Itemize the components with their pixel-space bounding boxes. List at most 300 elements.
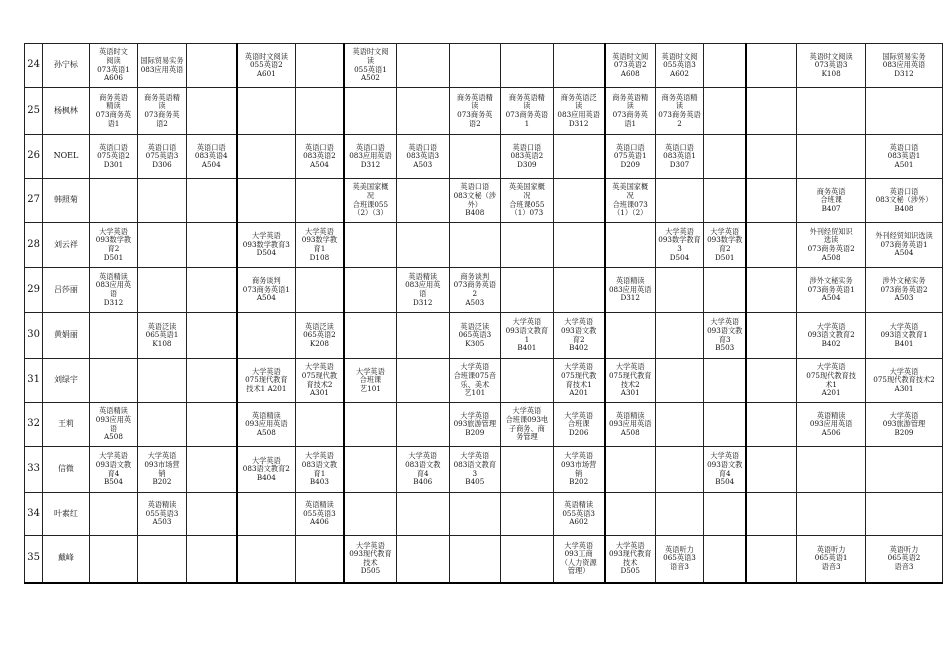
teacher-name: 黄娟丽 <box>43 313 90 359</box>
course-line: 语1 <box>624 118 637 128</box>
schedule-cell <box>605 447 656 493</box>
course-line: D504 <box>256 248 277 258</box>
course-line: 英语精读 <box>99 271 128 281</box>
course-line: 大学英语 <box>710 317 740 327</box>
course-line: D505 <box>360 566 381 576</box>
schedule-cell <box>396 493 449 536</box>
course-line: 读 <box>575 101 583 111</box>
table-row <box>25 493 943 536</box>
course-line: 093现代教育 <box>349 549 392 559</box>
course-line: 英语精读 <box>615 410 645 420</box>
schedule-cell <box>295 88 344 135</box>
course-line: 055英语3 <box>562 508 595 518</box>
schedule-cell <box>746 135 797 179</box>
schedule-cell <box>344 44 397 88</box>
course-line: 英语泛读 <box>305 321 334 331</box>
schedule-cell <box>89 268 138 313</box>
course-line: 子商务、商 <box>508 423 545 433</box>
course-line: D312 <box>894 68 914 78</box>
course-line: 073商务英语1 <box>807 284 855 294</box>
course-line: 管理） <box>567 566 590 576</box>
schedule-cell <box>501 179 554 223</box>
course-line: 075现代教 <box>561 370 597 380</box>
course-line: 育3 <box>718 334 731 344</box>
course-line: 育技术1 <box>565 379 592 389</box>
schedule-cell <box>746 493 797 536</box>
course-line: 083英语2 <box>510 151 544 161</box>
course-line: 英美国家概 <box>612 182 649 192</box>
schedule-cell <box>501 359 554 403</box>
course-line: 商务英语精 <box>612 92 649 102</box>
course-line: B209 <box>894 427 914 437</box>
course-line: 语 <box>109 423 118 433</box>
schedule-cell <box>797 313 866 359</box>
course-line: 育4 <box>718 468 731 478</box>
course-line: 英语口语 <box>889 186 919 196</box>
course-line: B403 <box>309 477 329 487</box>
row-number: 27 <box>25 179 43 223</box>
course-line: 075现代教育技 <box>806 370 856 380</box>
schedule-cell <box>344 403 397 447</box>
schedule-cell <box>186 223 237 268</box>
course-line: 读 <box>523 101 531 111</box>
course-line: （1）（2） <box>613 208 648 218</box>
course-line: 083英语1 <box>663 151 696 161</box>
course-line: 075英语2 <box>97 151 130 161</box>
course-line: 073商务英 <box>95 110 132 119</box>
schedule-cell <box>344 268 397 313</box>
course-line: 093数学教育3 <box>242 239 290 249</box>
course-line: 英语口语 <box>305 142 334 152</box>
course-line: 083英语1 <box>887 151 921 161</box>
course-line: 英语精读 <box>251 410 281 420</box>
course-line: 育1 <box>313 468 326 478</box>
teacher-name: 叶素红 <box>43 493 90 536</box>
schedule-cell <box>605 223 656 268</box>
schedule-cell <box>449 223 501 268</box>
schedule-cell <box>655 179 704 223</box>
course-line: 育技术2 <box>306 379 333 389</box>
schedule-cell <box>237 135 296 179</box>
table-row <box>25 223 943 268</box>
schedule-cell <box>237 223 296 268</box>
course-line: 073商务英语2 <box>807 244 855 253</box>
schedule-cell <box>237 44 296 88</box>
schedule-cell <box>553 44 605 88</box>
course-line: 技术 <box>623 557 638 567</box>
teacher-name: 韩照菊 <box>43 179 90 223</box>
course-line: 075现代教育 <box>608 370 652 380</box>
course-line: A602 <box>569 517 589 527</box>
schedule-cell <box>501 447 554 493</box>
schedule-cell <box>746 359 797 403</box>
schedule-cell <box>865 447 942 493</box>
course-line: D504 <box>669 252 690 262</box>
course-line: 093市场营 <box>144 459 180 469</box>
course-line: A501 <box>894 159 914 169</box>
course-line: 093现代教育 <box>608 549 652 559</box>
table-row <box>25 313 943 359</box>
schedule-cell <box>605 44 656 88</box>
course-line: 艺101 <box>359 383 381 393</box>
course-line: 英语精读 <box>564 500 594 510</box>
course-line: 技术1 A201 <box>246 383 287 393</box>
schedule-cell <box>704 536 746 583</box>
course-line: 大学英语 <box>305 451 334 461</box>
course-line: D108 <box>309 252 330 262</box>
course-line: 英语泛读 <box>147 321 177 331</box>
course-line: D501 <box>103 252 124 262</box>
course-line: （2）（3） <box>353 208 388 218</box>
schedule-cell <box>797 88 866 135</box>
schedule-cell <box>186 447 237 493</box>
course-line: 育4 <box>107 468 120 478</box>
course-line: 065英语2 <box>303 330 336 340</box>
course-line: 083应用英语 <box>608 284 652 294</box>
course-line: B401 <box>517 343 537 353</box>
schedule-cell <box>704 179 746 223</box>
schedule-cell <box>449 359 501 403</box>
schedule-cell <box>237 179 296 223</box>
schedule-cell <box>704 223 746 268</box>
schedule-cell <box>797 179 866 223</box>
course-line: 065英语1 <box>814 553 848 563</box>
course-line: A301 <box>894 383 914 393</box>
course-line: 073商务英语 <box>505 110 549 119</box>
schedule-cell <box>396 223 449 268</box>
course-line: 英美国家概 <box>352 182 389 192</box>
course-line: D501 <box>714 252 735 262</box>
course-line: 075现代教育 <box>245 375 288 385</box>
schedule-cell <box>797 268 866 313</box>
course-line: D206 <box>568 427 589 437</box>
course-line: 055英语1 <box>354 64 387 74</box>
schedule-cell <box>797 44 866 88</box>
course-line: 093旅游管理 <box>882 419 926 429</box>
schedule-cell <box>553 223 605 268</box>
schedule-cell <box>501 44 554 88</box>
schedule-cell <box>237 313 296 359</box>
course-line: 商务英语 <box>816 186 846 196</box>
schedule-cell <box>501 223 554 268</box>
course-line: A504 <box>201 159 221 169</box>
course-line: 读 <box>366 55 375 65</box>
schedule-cell <box>295 493 344 536</box>
course-line: 大学英语 <box>710 226 740 236</box>
schedule-cell <box>865 536 942 583</box>
row-number: 31 <box>25 359 43 403</box>
course-line: B402 <box>569 343 589 353</box>
course-line: 075英语3 <box>145 151 179 161</box>
course-line: 093数学教育 <box>658 235 701 245</box>
schedule-cell <box>704 359 746 403</box>
course-line: 语2 <box>156 118 168 128</box>
table-row <box>25 536 943 583</box>
schedule-cell <box>501 268 554 313</box>
schedule-cell <box>449 403 501 447</box>
course-line: 英语泛读 <box>460 321 490 331</box>
schedule-cell <box>186 403 237 447</box>
schedule-cell <box>655 44 704 88</box>
course-line: A504 <box>256 293 276 303</box>
course-line: D312 <box>103 297 124 307</box>
schedule-cell <box>449 536 501 583</box>
schedule-cell <box>501 536 554 583</box>
schedule-cell <box>396 135 449 179</box>
course-line: A503 <box>894 293 914 303</box>
schedule-cell <box>89 313 138 359</box>
course-line: 商务英语精 <box>143 92 180 102</box>
schedule-cell <box>605 88 656 135</box>
course-line: B405 <box>465 477 485 487</box>
course-line: 093语文教育 <box>505 325 549 335</box>
schedule-cell <box>865 313 942 359</box>
course-line: A601 <box>256 68 276 78</box>
schedule-cell <box>295 44 344 88</box>
schedule-cell <box>655 135 704 179</box>
course-line: 大学英语 <box>305 362 334 372</box>
course-line: 大学英语 <box>710 451 740 461</box>
schedule-cell <box>655 536 704 583</box>
course-line: 大学英语 <box>305 226 334 236</box>
schedule-cell <box>655 223 704 268</box>
course-line: A506 <box>821 427 841 437</box>
schedule-cell <box>449 313 501 359</box>
course-line: A508 <box>103 432 123 442</box>
course-line: 商务谈判 <box>460 271 490 281</box>
schedule-cell <box>396 179 449 223</box>
course-line: 083应用英语 <box>140 64 184 74</box>
course-line: 083文秘（涉 <box>453 190 497 200</box>
course-line: K108 <box>152 338 172 348</box>
course-line: 大学英语 <box>615 540 645 550</box>
course-line: 英语口语 <box>99 142 128 152</box>
course-line: A606 <box>103 73 123 83</box>
schedule-cell <box>704 447 746 493</box>
schedule-cell <box>89 447 138 493</box>
schedule-cell <box>449 493 501 536</box>
course-line: 093语文教 <box>561 325 597 335</box>
course-line: 大学英语 <box>512 406 542 416</box>
course-line: 2 <box>472 289 478 298</box>
course-line: 合班课075音 <box>453 370 497 380</box>
course-line: A301 <box>620 388 640 398</box>
course-line: 合班课 <box>820 195 842 205</box>
teacher-name: 刘云祥 <box>43 223 90 268</box>
table-row <box>25 44 943 88</box>
course-line: 083应用英语 <box>557 110 600 119</box>
schedule-cell <box>295 313 344 359</box>
schedule-cell <box>186 88 237 135</box>
teacher-name: NOEL <box>43 135 90 179</box>
course-line: 093应用英语 <box>245 419 288 429</box>
schedule-cell <box>186 268 237 313</box>
schedule-cell <box>553 536 605 583</box>
schedule-cell <box>605 359 656 403</box>
schedule-cell <box>89 135 138 179</box>
course-line: 大学英语 <box>251 366 281 376</box>
course-line: 093工商 <box>564 549 593 559</box>
schedule-cell <box>138 135 187 179</box>
course-line: D306 <box>152 159 172 169</box>
row-number: 26 <box>25 135 43 179</box>
schedule-cell <box>865 179 942 223</box>
schedule-cell <box>237 268 296 313</box>
course-line: 055英语3 <box>145 508 179 518</box>
course-line: K108 <box>821 68 841 78</box>
schedule-cell <box>237 447 296 493</box>
schedule-cell <box>865 359 942 403</box>
schedule-cell <box>605 493 656 536</box>
course-line: 065英语3 <box>458 330 492 340</box>
course-line: 093语文教 <box>95 459 132 469</box>
row-number: 29 <box>25 268 43 313</box>
schedule-cell <box>396 536 449 583</box>
schedule-cell <box>396 447 449 493</box>
table-row <box>25 268 943 313</box>
course-line: A508 <box>256 427 276 437</box>
course-line: 093数学教 <box>301 235 338 245</box>
course-line: 083应用英语 <box>882 60 926 70</box>
course-line: 语音3 <box>894 562 914 572</box>
course-line: 育2 <box>572 334 585 344</box>
course-line: 083语文教育2 <box>242 464 290 474</box>
schedule-cell <box>89 403 138 447</box>
course-line: 073英语1 <box>97 64 130 74</box>
course-line: 育4 <box>416 468 429 478</box>
course-line: 大学英语 <box>408 451 438 461</box>
course-line: 大学英语 <box>564 540 594 550</box>
course-line: 065英语2 <box>887 553 921 563</box>
course-line: 073英语2 <box>613 60 647 70</box>
course-line: B503 <box>715 343 735 353</box>
course-line: 055英语2 <box>249 60 283 70</box>
course-line: 075英语1 <box>613 151 647 161</box>
course-line: 英语口语 <box>615 142 645 152</box>
course-line: 083语文教 <box>405 459 441 469</box>
course-line: 073商务英 <box>457 110 493 119</box>
schedule-cell <box>797 135 866 179</box>
teacher-name: 孙宁标 <box>43 44 90 88</box>
course-line: 英语时文阅 <box>612 51 649 61</box>
course-line: B504 <box>715 477 735 487</box>
schedule-cell <box>865 88 942 135</box>
schedule-cell <box>138 493 187 536</box>
schedule-cell <box>655 493 704 536</box>
schedule-cell <box>501 493 554 536</box>
schedule-cell <box>501 135 554 179</box>
course-line: B209 <box>465 427 485 437</box>
schedule-cell <box>295 447 344 493</box>
schedule-cell <box>746 268 797 313</box>
course-line: 093语文教 <box>707 459 743 469</box>
schedule-cell <box>704 403 746 447</box>
course-line: 055英语3 <box>663 60 696 70</box>
course-line: B402 <box>821 338 841 348</box>
course-line: 093语文教 <box>707 325 743 335</box>
course-line: 大学英语 <box>816 362 846 372</box>
schedule-cell <box>344 179 397 223</box>
course-line: 选读 <box>823 235 839 245</box>
schedule-cell <box>449 179 501 223</box>
schedule-cell <box>138 88 187 135</box>
course-line: 涉外文秘实务 <box>809 276 853 286</box>
course-line: 技术2 <box>620 379 640 389</box>
course-line: 合班课055 <box>352 199 389 209</box>
schedule-cell <box>553 135 605 179</box>
course-line: 英语听力 <box>816 544 846 554</box>
course-line: 093应用英语 <box>809 419 853 429</box>
course-line: 英语精读 <box>816 410 846 420</box>
course-line: 况 <box>626 190 634 200</box>
schedule-cell <box>746 44 797 88</box>
course-line: 093应用英 <box>95 414 132 424</box>
course-line: 2 <box>677 118 682 128</box>
schedule-cell <box>295 135 344 179</box>
course-line: 大学英语 <box>816 321 846 331</box>
schedule-cell <box>449 44 501 88</box>
course-line: 读 <box>471 101 479 111</box>
schedule-cell <box>797 359 866 403</box>
course-line: 语音3 <box>670 562 689 572</box>
schedule-cell <box>746 447 797 493</box>
timetable <box>24 43 943 584</box>
course-line: B504 <box>103 477 123 487</box>
course-line: 大学英语 <box>99 451 128 461</box>
course-line: D307 <box>669 159 690 169</box>
course-line: 大学英语 <box>564 317 594 327</box>
schedule-cell <box>295 179 344 223</box>
course-line: 阅读 <box>106 55 121 65</box>
teacher-name: 王莉 <box>43 403 90 447</box>
course-line: 大学英语 <box>564 451 594 461</box>
schedule-cell <box>865 223 942 268</box>
course-line: D312 <box>568 118 589 128</box>
course-line: 大学英语 <box>251 231 281 241</box>
course-line: 艺101 <box>464 388 486 398</box>
course-line: B202 <box>152 477 172 487</box>
schedule-cell <box>344 359 397 403</box>
course-line: 商务英语精 <box>661 92 698 102</box>
course-line: 083文秘（涉外） <box>875 195 933 205</box>
course-line: D301 <box>103 159 124 169</box>
teacher-name: 戴峰 <box>43 536 90 583</box>
row-number: 33 <box>25 447 43 493</box>
course-line: 083英语2 <box>303 151 336 161</box>
schedule-cell <box>501 403 554 447</box>
course-line: 073商务英 <box>144 110 180 119</box>
course-line: 1 <box>524 118 530 128</box>
schedule-cell <box>344 135 397 179</box>
course-line: 大学英语 <box>460 362 490 372</box>
course-line: 英语听力 <box>889 544 919 554</box>
schedule-cell <box>396 44 449 88</box>
course-line: A503 <box>152 517 172 527</box>
schedule-cell <box>797 493 866 536</box>
teacher-name: 杨枫林 <box>43 88 90 135</box>
schedule-cell <box>704 44 746 88</box>
course-line: 术1 <box>825 379 837 389</box>
schedule-cell <box>344 88 397 135</box>
course-line: 国际贸易实务 <box>140 55 184 65</box>
course-line: 093语文教育2 <box>807 330 855 340</box>
course-line: 大学英语 <box>147 451 177 461</box>
course-line: 083应用英 <box>95 280 132 290</box>
course-line: 销 <box>158 468 166 478</box>
schedule-cell <box>295 359 344 403</box>
course-line: 073英语3 <box>814 60 848 70</box>
course-line: 英语口语 <box>889 142 919 152</box>
